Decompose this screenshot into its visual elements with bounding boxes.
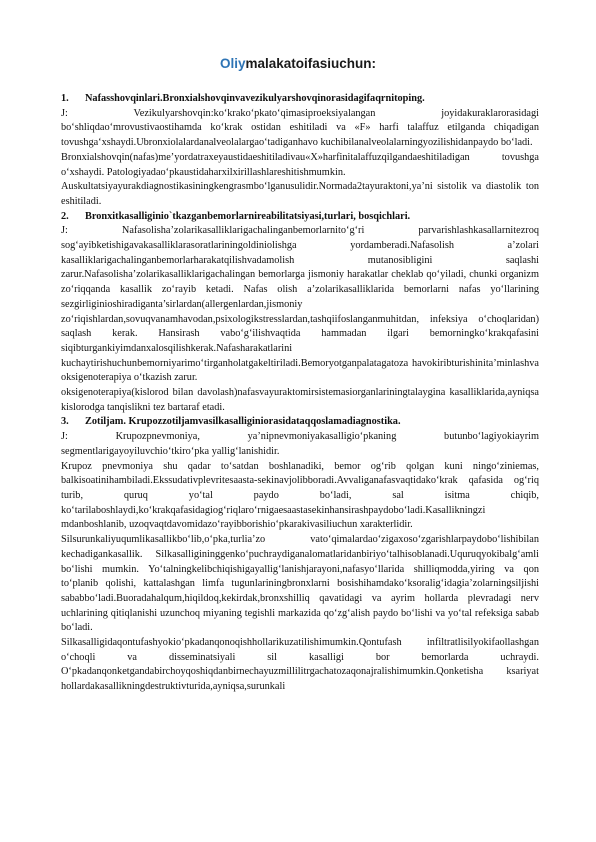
paragraph: Bronxialshovqin(nafas)me’yordatraxeyaustidaeshitiladivau«X»harfinitalaffuzqilgandaeshitiladigan tovushga o‘xshaydi. Patologiyadao‘pkaustidaharxilxirillashlareshitishmumkin. [61,151,539,178]
section-number: 3. [61,416,69,428]
paragraph: J: Krupozpnevmoniya, ya’nipnevmoniyakasalligio‘pkaning butunbo‘lagiyokiayrim segmentlarigayoyiluvchio‘tkiro‘pka yallig‘lanishidir. [61,431,539,457]
section-heading-text: Nafasshovqinlari.Bronxialshovqinvavezikulyarshovqinorasidagifaqrnitoping. [85,93,425,104]
paragraph: oksigenoterapiya(kislorod bilan davolash)nafasvayuraktomirsistemasiorganlariningtalaygina kasalliklarida,ayniqsa kislorodga tanqislikni tez bartaraf etadi. [61,387,539,413]
title-rest: malakatoifasiuchun: [245,56,377,71]
paragraph: J: Nafasolisha’zolarikasalliklarigachalinganbemorlarnito‘g‘ri parvarishlashkasallarnitezroq sog‘ayibketishigavakasalliklarasoratlariningoldiniolishga yordamberadi.Nafasolish a’zolari kasalliklarigachalinganbemorlarharakatqilishvadamolish mutanosibligini saqlashi zarur.Nafasolisha’zolarikasalliklarigachalingan bemorlarga jismoniy harakatlar cheklab qo‘yiladi, chunki organizm zo‘riqqanda kasallik zo‘rayib ketadi. Nafas olish a’zolarikasalliklarida bemorlarni nafas yo‘llarining sezgirliginioshiradiganta’sirlardan(allergenlardan,jismoniy zo‘riqishlardan,sovuqvanamhavodan,psixologikstresslardan,tashqiifoslanganmuhitdan, infeksiya o‘choqlaridan) saqlash kerak. Hansirash vabo‘g‘ilishvaqtida hammadan ilgari bemorningko‘krakqafasini siqibturgankiyimdanxalosqilishkerak.Nafasharakatlarini kuchaytirishuchunbemorniyarimo‘tirganholatgakeltiriladi.Bemoryotganpalatagatoza havokiribturishinita’minlashva oksigenoterapiya o‘tkazish zarur. [61,225,539,384]
section-heading [61,415,539,430]
paragraph: Silkasalligidaqontufashyokio‘pkadanqonoqishhollarikuzatilishimumkin.Qontufash infiltratlisilyokifaollashgan o‘choqli va disseminatsiyali sil kasalligi bor bemorlarda uchraydi. O‘pkadanqonketgandabirchoyqoshiqdanbirnechayuzmillilitrgachatozaqonajralishimumkin.Qonketisha ksariyat hollardakasallikningdestruktivturida,ayniqsa,surunkali [61,637,539,693]
section-number: 2. [61,210,69,222]
paragraph: J: Vezikulyarshovqin:ko‘krako‘pkato‘qimasiproeksiyalangan joyidakuraklarorasidagi bo‘shliqdao‘mrovustivaostihamda ko‘krak ostidan eshitiladi va «F» harfi talaffuz etilganda chiqadigan tovushga‘xshaydi.Ubronxiolalardanalveolalargao‘tadiganhavo kuchibilanalveolalarningyozilishidanpaydo bo‘ladi. [61,107,539,149]
document-title [0,56,596,71]
paragraph: Auskultatsiyayurakdiagnostikasiningkengrasmbo‘lganusulidir.Normada2tayuraktoni,ya’ni sistolik va diastolik ton eshitiladi. [61,181,539,207]
section-heading-text: Bronxitkasalliginio`tkazganbemorlarnireabilitatsiyasi,turlari, bosqichlari. [85,210,411,222]
section-heading-text: Zotiljam. Krupozzotiljamvasilkasalliginiorasidataqqoslamadiagnostika. [85,416,401,428]
title-accent: Oliy [219,56,246,71]
paragraph: Silsurunkaliyuqumlikasallikbo‘lib,o‘pka,turlia’zo vato‘qimalardao‘zigaxoso‘zgarishlarpaydobo‘lishibilan kechadigankasallik. Silkasalligininggenko‘puchraydiganalomatlaridanbiriyo‘talhisoblanadi.Uquruqyokibalg‘amli bo‘lishi mumkin. Yo‘talningkelibchiqishigayallig‘lanishjarayoni,nafasyo‘llarida shilliqmodda,yiring va qon to‘planib qolishi, kattalashgan limfa tugunlariningbronxlarni bosishihamdako‘ksoralig‘idagia’zolarningsiljishi sababbo‘ladi.Buoradahalqum,hiqildoq,kekirdak,bronxshilliq qavatidagi va ayrim hollarda plevradagi nerv uchlarining qitiqlanishi uzunchoq miyaning tegishli markazida qo‘zg‘alish paydo bo‘lishi va yo‘tal refeksiga sabab bo‘ladi. [61,534,539,634]
paragraph: Krupoz pnevmoniya shu qadar to‘satdan boshlanadiki, bemor og‘rib qolgan kuni ningo‘ziniemas, balkisoatinihambiladi.Ekssudativplevritesaasta-sekinavjolibboradi.Avvaliganafasvaqtidako‘krak qafasida og‘riq turib, quruq yo‘tal paydo bo‘ladi, sal isitma chiqib, ko‘tarilaboshlaydi,ko‘krakqafasidagiog‘riqlaro‘rnigaesaastasekinhansirashpaydobo‘ladi.Kasallikningzi mdanboshlanib, uzoqvaqtdavomidazo‘rayibborishio‘pkarakivasiliuchun xarakterlidir. [61,460,539,531]
section-heading [61,92,539,107]
section-number: 1. [61,93,69,104]
document-body [61,92,539,695]
section-heading [61,210,539,225]
